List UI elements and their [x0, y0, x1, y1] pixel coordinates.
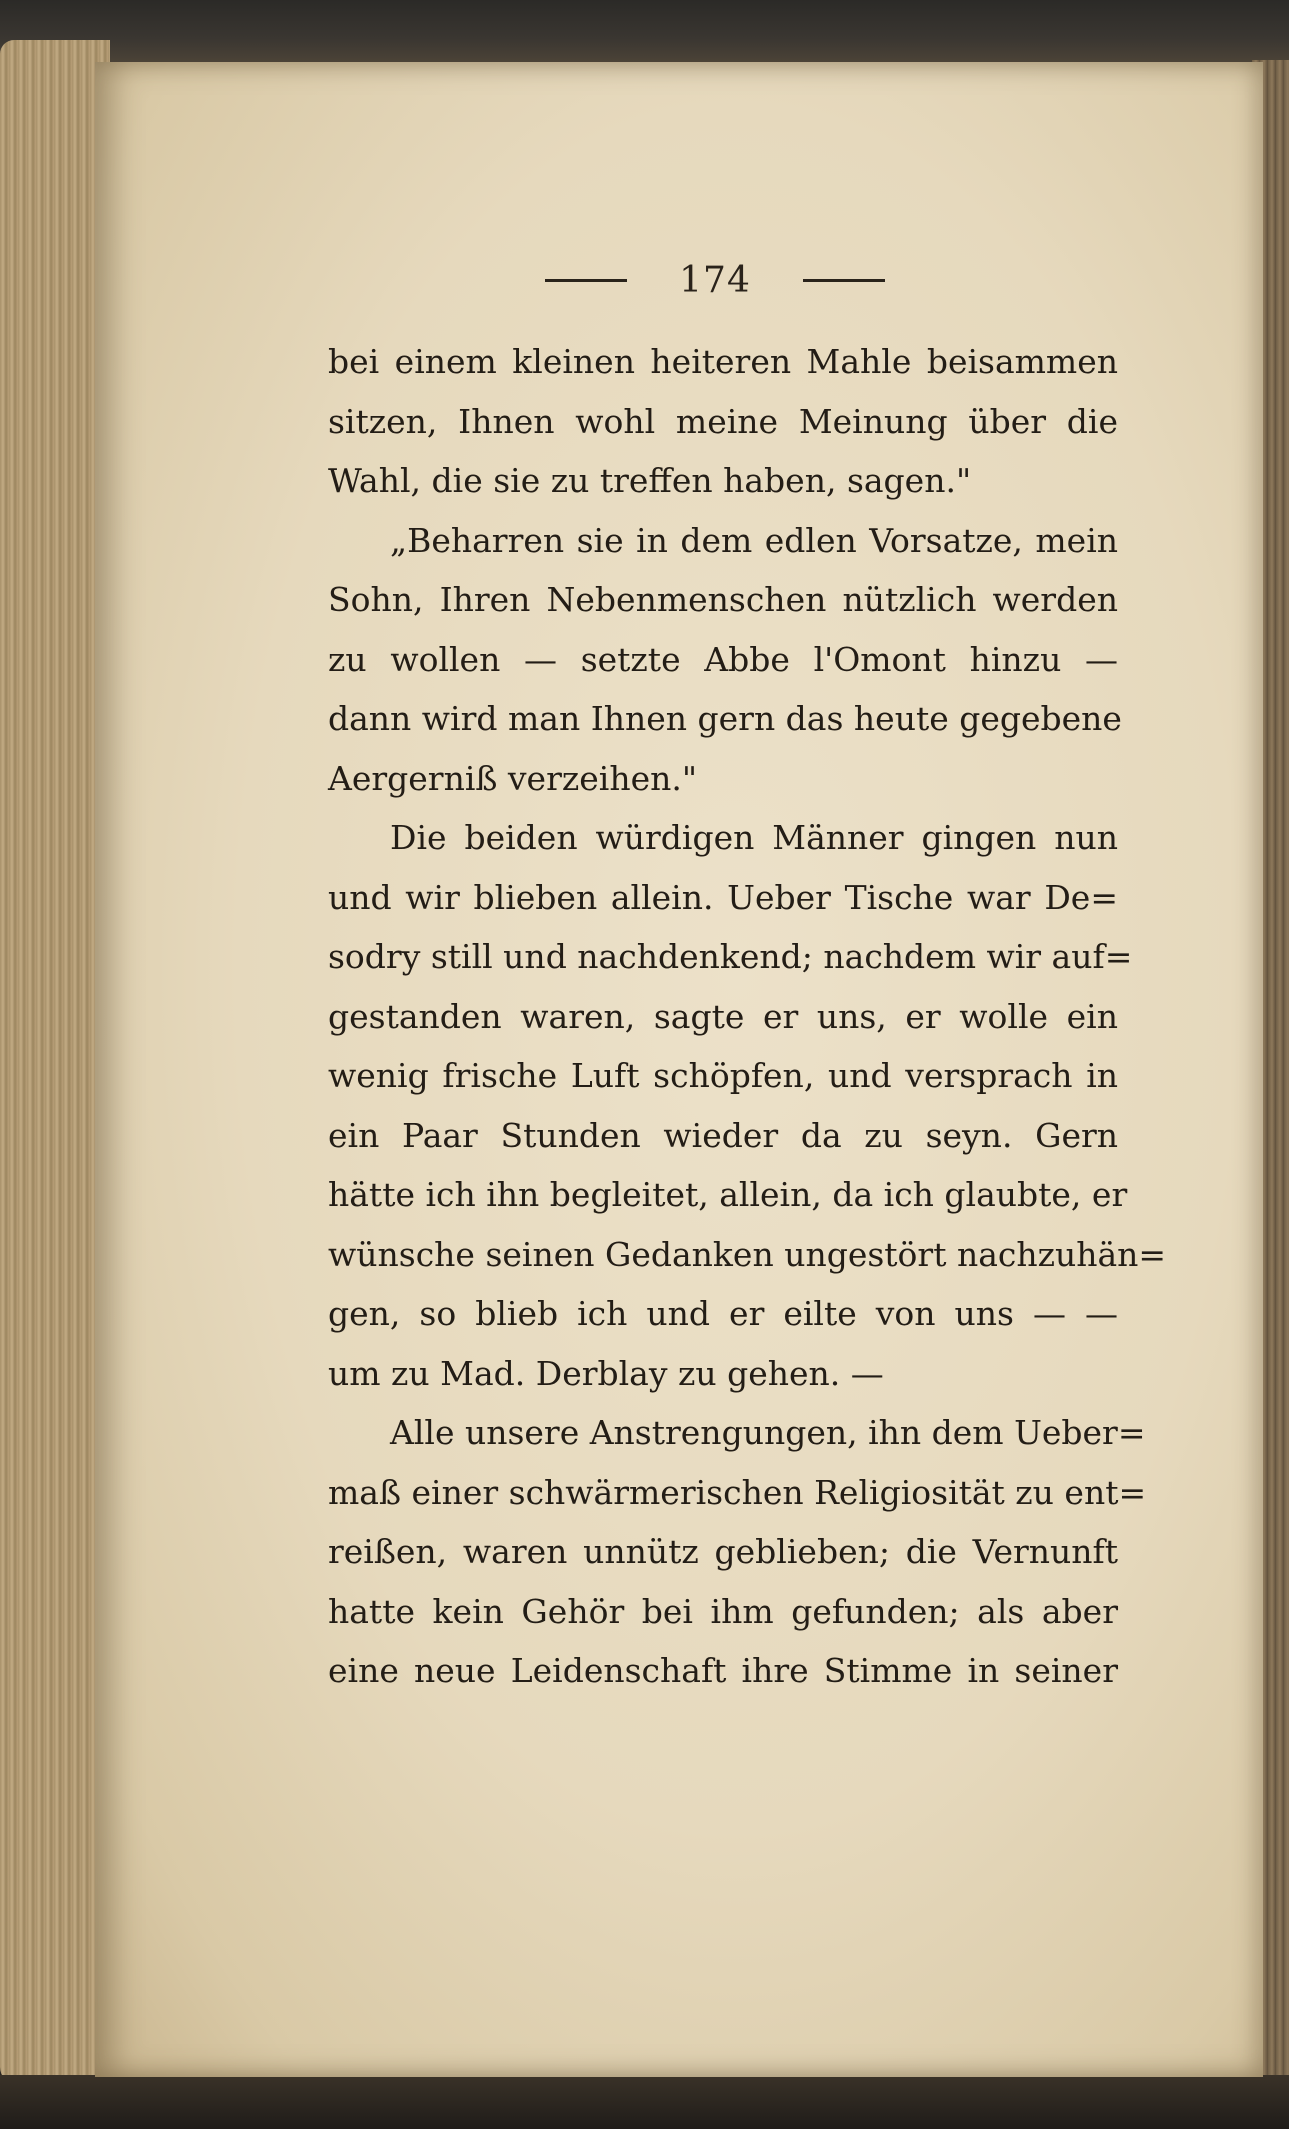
text-line: dann wird man Ihnen gern das heute gegebene — [328, 699, 1122, 738]
text-line: maß einer schwärmerischen Religiosität zu ent= — [328, 1472, 1147, 1512]
text-line: hatte kein Gehör bei ihm gefunden; als aber — [328, 1591, 1118, 1631]
text-line: gen, so blieb ich und er eilte von uns — — — [328, 1294, 1118, 1333]
header-rule-left — [545, 279, 627, 282]
text-line: gestanden waren, sagte er uns, er wolle ein — [328, 996, 1118, 1036]
text-line: und wir blieben allein. Ueber Tische war De= — [328, 877, 1118, 917]
page-number: 174 — [679, 259, 751, 301]
text-line: sitzen, Ihnen wohl meine Meinung über die — [328, 401, 1118, 441]
text-line: reißen, waren unnütz geblieben; die Vernunft — [328, 1532, 1118, 1571]
text-line: Die beiden würdigen Männer gingen nun — [390, 818, 1118, 857]
text-line: ein Paar Stunden wieder da zu seyn. Gern — [328, 1115, 1118, 1155]
book-cover-bottom — [0, 2075, 1289, 2129]
text-line: Wahl, die sie zu treffen haben, sagen." — [328, 461, 972, 500]
text-line: bei einem kleinen heiteren Mahle beisammen — [328, 342, 1118, 381]
text-line: hätte ich ihn begleitet, allein, da ich glaubte, er — [328, 1175, 1128, 1214]
text-line: wenig frische Luft schöpfen, und versprach in — [328, 1056, 1118, 1095]
text-line: Alle unsere Anstrengungen, ihn dem Ueber= — [390, 1413, 1146, 1452]
text-line: wünsche seinen Gedanken ungestört nachzuhän= — [328, 1234, 1167, 1274]
text-line: um zu Mad. Derblay zu gehen. — — [328, 1353, 884, 1393]
text-line: eine neue Leidenschaft ihre Stimme in seiner — [328, 1651, 1118, 1690]
text-line: sodry still und nachdenkend; nachdem wir auf= — [328, 937, 1133, 976]
page-header — [545, 250, 885, 310]
book-cover-top — [0, 0, 1289, 70]
page-stack-left — [0, 40, 110, 2085]
header-rule-right — [803, 279, 885, 282]
text-line: Aergerniß verzeihen." — [328, 758, 698, 798]
text-line: Sohn, Ihren Nebenmenschen nützlich werden — [328, 580, 1118, 619]
text-line: „Beharren sie in dem edlen Vorsatze, mein — [390, 520, 1118, 560]
page-body-text — [328, 332, 1167, 1701]
text-line: zu wollen — setzte Abbe l'Omont hinzu — — [328, 639, 1118, 679]
